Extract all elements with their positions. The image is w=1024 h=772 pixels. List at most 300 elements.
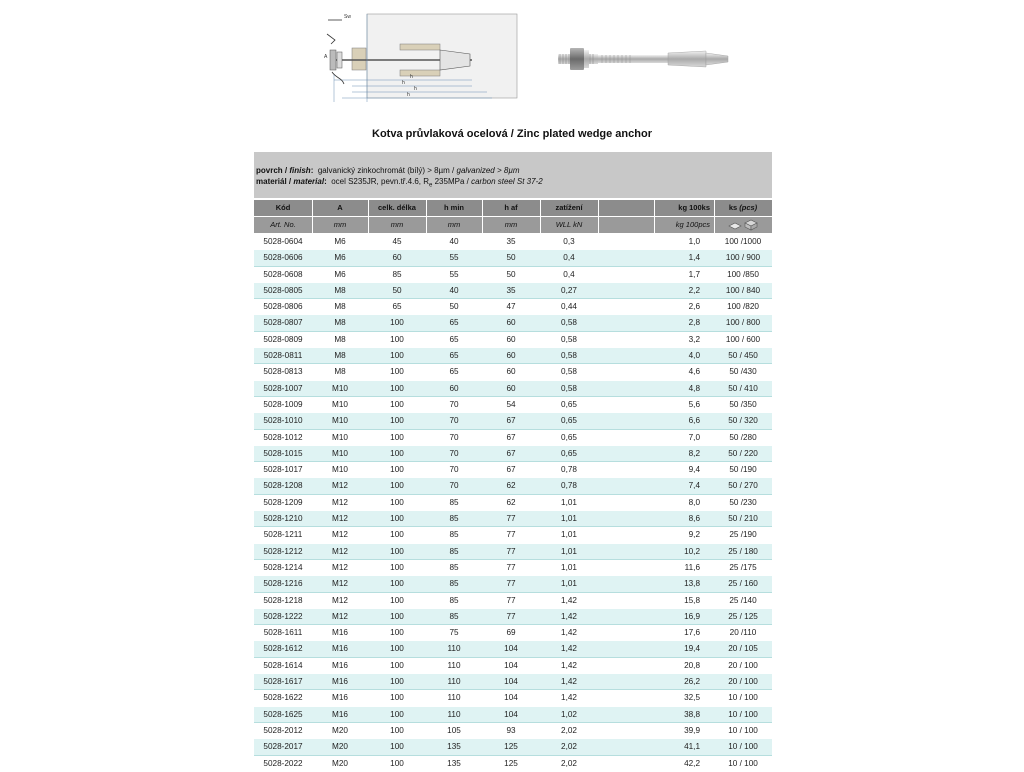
col-header-delka: celk. délka — [378, 203, 416, 212]
cell-ks: 20 /110 — [729, 628, 757, 638]
cell-kg: 19,4 — [684, 644, 700, 654]
cell-ks: 100 /850 — [727, 269, 759, 279]
cell-haf: 104 — [504, 677, 518, 687]
material-sub: e — [429, 182, 433, 189]
cell-zat: 0,78 — [561, 465, 577, 475]
anchor-product-image — [556, 40, 736, 80]
cell-zat: 1,42 — [561, 660, 577, 670]
table-row — [254, 723, 772, 739]
cell-delka: 100 — [390, 367, 404, 377]
cell-ks: 50 /430 — [729, 367, 757, 377]
cell-hmin: 85 — [449, 497, 459, 507]
cell-a: M10 — [332, 448, 348, 458]
cell-haf: 77 — [506, 562, 516, 572]
table-row — [254, 462, 772, 478]
cell-kg: 42,2 — [684, 758, 700, 768]
cell-a: M12 — [332, 562, 348, 572]
cell-zat: 0,58 — [561, 351, 577, 361]
cell-kg: 26,2 — [684, 677, 700, 687]
cell-zat: 0,58 — [561, 383, 577, 393]
cell-kg: 9,2 — [688, 530, 700, 540]
cell-kod: 5028-1612 — [263, 644, 303, 654]
cell-delka: 100 — [390, 481, 404, 491]
table-row — [254, 348, 772, 364]
anchor-technical-drawing — [322, 6, 522, 118]
cell-haf: 67 — [506, 432, 516, 442]
cell-ks: 50 /230 — [729, 497, 757, 507]
cell-kod: 5028-1625 — [263, 709, 303, 719]
table-row — [254, 560, 772, 576]
material-label-en: material — [293, 177, 325, 186]
cell-ks: 20 / 100 — [728, 677, 758, 687]
cell-kg: 41,1 — [684, 742, 700, 752]
cell-ks: 100 / 900 — [725, 253, 761, 263]
cell-hmin: 50 — [449, 302, 459, 312]
cell-a: M12 — [332, 497, 348, 507]
cell-a: M10 — [332, 383, 348, 393]
cell-kg: 17,6 — [684, 628, 700, 638]
cell-hmin: 65 — [449, 334, 459, 344]
cell-haf: 35 — [506, 285, 516, 295]
cell-zat: 1,42 — [561, 644, 577, 654]
svg-text:h: h — [407, 92, 410, 98]
cell-kod: 5028-0811 — [263, 351, 303, 361]
table-row — [254, 250, 772, 266]
cell-kod: 5028-1210 — [263, 514, 303, 524]
cell-kod: 5028-1208 — [263, 481, 303, 491]
cell-kod: 5028-2017 — [263, 742, 303, 752]
cell-hmin: 110 — [447, 709, 461, 719]
svg-text:h: h — [410, 74, 413, 80]
cell-hmin: 70 — [449, 448, 459, 458]
cell-haf: 54 — [506, 399, 516, 409]
col-header-haf: h af — [504, 203, 518, 212]
cell-zat: 0,44 — [561, 302, 577, 312]
cell-ks: 10 / 100 — [728, 725, 758, 735]
cell-kod: 5028-1216 — [263, 579, 303, 589]
cell-hmin: 110 — [447, 677, 461, 687]
cell-ks: 10 / 100 — [728, 693, 758, 703]
cell-delka: 100 — [390, 432, 404, 442]
cell-hmin: 85 — [449, 595, 459, 605]
cell-haf: 60 — [506, 318, 516, 328]
cell-zat: 0,58 — [561, 334, 577, 344]
cell-a: M10 — [332, 399, 348, 409]
cell-haf: 60 — [506, 383, 516, 393]
cell-delka: 85 — [392, 269, 402, 279]
cell-hmin: 85 — [449, 562, 459, 572]
cell-haf: 104 — [504, 660, 518, 670]
cell-haf: 67 — [506, 416, 516, 426]
cell-ks: 50 / 270 — [728, 481, 758, 491]
table-row — [254, 381, 772, 397]
col-header-zat: zatížení — [555, 203, 583, 212]
box-small-icon — [728, 220, 742, 230]
cell-ks: 25 / 160 — [728, 579, 758, 589]
cell-zat: 0,65 — [561, 416, 577, 426]
cell-kod: 5028-1211 — [263, 530, 303, 540]
cell-delka: 100 — [390, 416, 404, 426]
cell-kg: 32,5 — [684, 693, 700, 703]
table-row — [254, 756, 772, 772]
cell-hmin: 55 — [449, 253, 459, 263]
finish-value-en: galvanized > 8µm — [456, 166, 520, 175]
cell-a: M16 — [332, 709, 348, 719]
table-row — [254, 413, 772, 429]
cell-kod: 5028-1222 — [263, 611, 303, 621]
cell-zat: 0,58 — [561, 318, 577, 328]
cell-ks: 50 / 320 — [728, 416, 758, 426]
table-subheader — [254, 217, 772, 233]
cell-hmin: 85 — [449, 579, 459, 589]
cell-delka: 50 — [392, 285, 402, 295]
svg-text:Sw: Sw — [344, 14, 351, 20]
cell-zat: 1,01 — [561, 497, 577, 507]
cell-ks: 50 /190 — [729, 465, 757, 475]
cell-delka: 100 — [390, 448, 404, 458]
cell-hmin: 110 — [447, 644, 461, 654]
cell-delka: 100 — [390, 628, 404, 638]
cell-kg: 1,7 — [688, 269, 700, 279]
cell-kg: 39,9 — [684, 725, 700, 735]
cell-zat: 0,4 — [563, 253, 575, 263]
cell-kg: 1,4 — [688, 253, 700, 263]
cell-haf: 67 — [506, 448, 516, 458]
cell-kg: 5,6 — [688, 399, 700, 409]
cell-a: M10 — [332, 416, 348, 426]
cell-kod: 5028-1212 — [263, 546, 303, 556]
col-sub-hmin: mm — [447, 220, 461, 229]
cell-kg: 4,6 — [688, 367, 700, 377]
cell-kod: 5028-1214 — [263, 562, 303, 572]
table-row — [254, 544, 772, 560]
cell-zat: 1,42 — [561, 611, 577, 621]
cell-kod: 5028-2012 — [263, 725, 303, 735]
cell-ks: 25 /140 — [729, 595, 757, 605]
cell-delka: 100 — [390, 644, 404, 654]
table-row — [254, 446, 772, 462]
cell-hmin: 135 — [447, 742, 461, 752]
cell-a: M8 — [334, 367, 346, 377]
cell-a: M8 — [334, 302, 346, 312]
finish-line: povrch / finish: galvanický zinkochromát (bílý) > 8µm / galvanized > 8µm — [256, 166, 520, 175]
cell-hmin: 60 — [449, 383, 459, 393]
col-header-a: A — [337, 203, 343, 212]
table-row — [254, 267, 772, 283]
cell-kod: 5028-1611 — [263, 628, 303, 638]
cell-kod: 5028-1009 — [263, 399, 303, 409]
material-value-cz: ocel S235JR, pevn.tř.4.6, R — [331, 177, 430, 186]
cell-haf: 104 — [504, 709, 518, 719]
cell-ks: 50 / 410 — [728, 383, 758, 393]
cell-ks: 10 / 100 — [728, 758, 758, 768]
finish-label-en: finish — [289, 166, 311, 175]
cell-ks: 10 / 100 — [728, 709, 758, 719]
cell-zat: 1,01 — [561, 579, 577, 589]
cell-hmin: 85 — [449, 514, 459, 524]
table-row — [254, 739, 772, 755]
finish-label-cz: povrch / — [256, 166, 288, 175]
cell-kg: 1,0 — [688, 237, 700, 246]
cell-ks: 100 / 800 — [725, 318, 761, 328]
cell-kg: 11,6 — [684, 562, 700, 572]
cell-zat: 2,02 — [561, 742, 577, 752]
cell-delka: 100 — [390, 514, 404, 524]
cell-kod: 5028-1012 — [263, 432, 303, 442]
table-row — [254, 283, 772, 299]
cell-zat: 1,01 — [561, 514, 577, 524]
package-icons — [714, 217, 772, 233]
cell-zat: 1,42 — [561, 693, 577, 703]
col-header-kod: Kód — [275, 203, 291, 212]
cell-kg: 38,8 — [684, 709, 700, 719]
cell-kg: 10,2 — [684, 546, 700, 556]
table-row — [254, 625, 772, 641]
cell-ks: 100 /1000 — [724, 237, 762, 246]
cell-hmin: 85 — [449, 546, 459, 556]
cell-kg: 2,2 — [688, 285, 700, 295]
cell-kod: 5028-2022 — [263, 758, 303, 768]
table-row — [254, 707, 772, 723]
cell-ks: 20 / 105 — [728, 644, 758, 654]
cell-ks: 50 / 220 — [728, 448, 758, 458]
cell-delka: 100 — [390, 497, 404, 507]
cell-kg: 7,4 — [688, 481, 700, 491]
table-row — [254, 478, 772, 494]
cell-a: M6 — [334, 269, 346, 279]
cell-delka: 100 — [390, 660, 404, 670]
col-header-ks: ks (pcs) — [728, 203, 758, 212]
cell-zat: 1,42 — [561, 677, 577, 687]
table-row — [254, 234, 772, 250]
table-row — [254, 364, 772, 380]
col-sub-zat: WLL kN — [555, 220, 583, 229]
cell-ks: 100 /820 — [727, 302, 759, 312]
cell-ks: 50 / 210 — [728, 514, 758, 524]
page-title: Kotva průvlaková ocelová / Zinc plated wedge anchor — [372, 128, 652, 140]
cell-haf: 62 — [506, 481, 516, 491]
cell-haf: 104 — [504, 693, 518, 703]
cell-ks: 100 / 840 — [725, 285, 761, 295]
cell-ks: 10 / 100 — [728, 742, 758, 752]
cell-hmin: 70 — [449, 481, 459, 491]
material-label-cz: materiál / — [256, 177, 292, 186]
cell-a: M16 — [332, 628, 348, 638]
cell-haf: 60 — [506, 351, 516, 361]
cell-kg: 8,6 — [688, 514, 700, 524]
cell-a: M16 — [332, 644, 348, 654]
cell-a: M10 — [332, 465, 348, 475]
cell-delka: 100 — [390, 465, 404, 475]
table-row — [254, 397, 772, 413]
cell-haf: 69 — [506, 628, 516, 638]
cell-a: M20 — [332, 758, 348, 768]
cell-kg: 2,8 — [688, 318, 700, 328]
cell-ks: 50 /350 — [729, 399, 757, 409]
cell-haf: 62 — [506, 497, 516, 507]
cell-kg: 4,8 — [688, 383, 700, 393]
cell-a: M12 — [332, 595, 348, 605]
cell-delka: 100 — [390, 351, 404, 361]
cell-delka: 100 — [390, 758, 404, 768]
cell-a: M12 — [332, 530, 348, 540]
cell-hmin: 110 — [447, 660, 461, 670]
cell-kod: 5028-1614 — [263, 660, 303, 670]
col-sub-delka: mm — [390, 220, 404, 229]
cell-zat: 0,58 — [561, 367, 577, 377]
cell-delka: 65 — [392, 302, 402, 312]
col-sub-a: mm — [333, 220, 347, 229]
svg-text:A: A — [324, 54, 328, 60]
cell-a: M20 — [332, 725, 348, 735]
cell-kg: 15,8 — [684, 595, 700, 605]
cell-zat: 1,01 — [561, 530, 577, 540]
cell-ks: 25 /175 — [729, 562, 757, 572]
table-body — [254, 234, 772, 772]
table-row — [254, 299, 772, 315]
cell-zat: 0,65 — [561, 448, 577, 458]
cell-kod: 5028-1007 — [263, 383, 303, 393]
cell-kod: 5028-0813 — [263, 367, 303, 377]
cell-kod: 5028-1015 — [263, 448, 303, 458]
table-row — [254, 430, 772, 446]
cell-kod: 5028-1218 — [263, 595, 303, 605]
cell-a: M12 — [332, 611, 348, 621]
col-sub-kod: Art. No. — [270, 220, 296, 229]
cell-delka: 100 — [390, 725, 404, 735]
cell-a: M8 — [334, 318, 346, 328]
cell-hmin: 65 — [449, 318, 459, 328]
cell-hmin: 85 — [449, 611, 459, 621]
cell-delka: 100 — [390, 611, 404, 621]
cell-ks: 100 / 600 — [725, 334, 761, 344]
cell-kg: 8,0 — [688, 497, 700, 507]
cell-a: M16 — [332, 693, 348, 703]
cell-delka: 100 — [390, 677, 404, 687]
cell-haf: 77 — [506, 530, 516, 540]
cell-delka: 100 — [390, 383, 404, 393]
cell-zat: 0,27 — [561, 285, 577, 295]
cell-a: M8 — [334, 351, 346, 361]
cell-hmin: 135 — [447, 758, 461, 768]
cell-zat: 2,02 — [561, 758, 577, 768]
cell-kod: 5028-0807 — [263, 318, 303, 328]
cell-delka: 100 — [390, 709, 404, 719]
cell-haf: 125 — [504, 758, 518, 768]
cell-kg: 6,6 — [688, 416, 700, 426]
cell-zat: 1,02 — [561, 709, 577, 719]
cell-delka: 100 — [390, 530, 404, 540]
cell-haf: 77 — [506, 595, 516, 605]
cell-haf: 60 — [506, 334, 516, 344]
cell-haf: 60 — [506, 367, 516, 377]
box-large-icon — [744, 219, 758, 231]
cell-kg: 20,8 — [684, 660, 700, 670]
material-value-cz2: 235MPa / — [434, 177, 469, 186]
cell-kod: 5028-0805 — [263, 285, 303, 295]
cell-haf: 77 — [506, 546, 516, 556]
table-row — [254, 690, 772, 706]
cell-a: M20 — [332, 742, 348, 752]
cell-kg: 13,8 — [684, 579, 700, 589]
cell-delka: 100 — [390, 318, 404, 328]
cell-hmin: 40 — [449, 285, 459, 295]
cell-haf: 93 — [506, 725, 516, 735]
cell-delka: 100 — [390, 579, 404, 589]
cell-hmin: 65 — [449, 367, 459, 377]
col-header-hmin: h min — [444, 203, 464, 212]
cell-kod: 5028-1622 — [263, 693, 303, 703]
cell-zat: 1,01 — [561, 562, 577, 572]
cell-delka: 60 — [392, 253, 402, 263]
cell-delka: 100 — [390, 693, 404, 703]
cell-kod: 5028-0606 — [263, 253, 303, 263]
cell-a: M6 — [334, 237, 346, 246]
cell-hmin: 70 — [449, 432, 459, 442]
table-row — [254, 332, 772, 348]
col-sub-haf: mm — [504, 220, 518, 229]
cell-a: M12 — [332, 481, 348, 491]
cell-kg: 2,6 — [688, 302, 700, 312]
cell-zat: 0,3 — [563, 237, 575, 246]
cell-zat: 1,01 — [561, 546, 577, 556]
cell-haf: 35 — [506, 237, 516, 246]
cell-hmin: 70 — [449, 399, 459, 409]
cell-zat: 0,4 — [563, 269, 575, 279]
table-row — [254, 315, 772, 331]
cell-haf: 77 — [506, 514, 516, 524]
cell-a: M10 — [332, 432, 348, 442]
table-row — [254, 511, 772, 527]
cell-hmin: 55 — [449, 269, 459, 279]
material-line: materiál / material: ocel S235JR, pevn.tř.4.6, $R_e$ 235MPa / carbon steel St 37-2 — [256, 177, 543, 189]
cell-haf: 125 — [504, 742, 518, 752]
cell-haf: 104 — [504, 644, 518, 654]
cell-delka: 100 — [390, 562, 404, 572]
cell-ks: 20 / 100 — [728, 660, 758, 670]
cell-kg: 7,0 — [688, 432, 700, 442]
table-row — [254, 576, 772, 592]
cell-a: M8 — [334, 285, 346, 295]
cell-kg: 8,2 — [688, 448, 700, 458]
cell-kod: 5028-1617 — [263, 677, 303, 687]
cell-kg: 9,4 — [688, 465, 700, 475]
table-row — [254, 674, 772, 690]
table-row — [254, 495, 772, 511]
cell-haf: 50 — [506, 253, 516, 263]
cell-kg: 3,2 — [688, 334, 700, 344]
cell-hmin: 65 — [449, 351, 459, 361]
cell-hmin: 40 — [449, 237, 459, 246]
cell-ks: 25 /190 — [729, 530, 757, 540]
table-header — [254, 200, 772, 216]
cell-a: M8 — [334, 334, 346, 344]
cell-delka: 45 — [392, 237, 402, 246]
cell-ks: 25 / 125 — [728, 611, 758, 621]
cell-hmin: 70 — [449, 465, 459, 475]
table-row — [254, 658, 772, 674]
cell-a: M16 — [332, 660, 348, 670]
cell-kod: 5028-1017 — [263, 465, 303, 475]
material-value-en: carbon steel St 37-2 — [471, 177, 543, 186]
cell-kod: 5028-1209 — [263, 497, 303, 507]
cell-hmin: 75 — [449, 628, 459, 638]
col-header-kg: kg 100ks — [678, 203, 710, 212]
cell-a: M12 — [332, 514, 348, 524]
cell-haf: 67 — [506, 465, 516, 475]
product-figures — [0, 0, 1024, 120]
cell-kod: 5028-1010 — [263, 416, 303, 426]
